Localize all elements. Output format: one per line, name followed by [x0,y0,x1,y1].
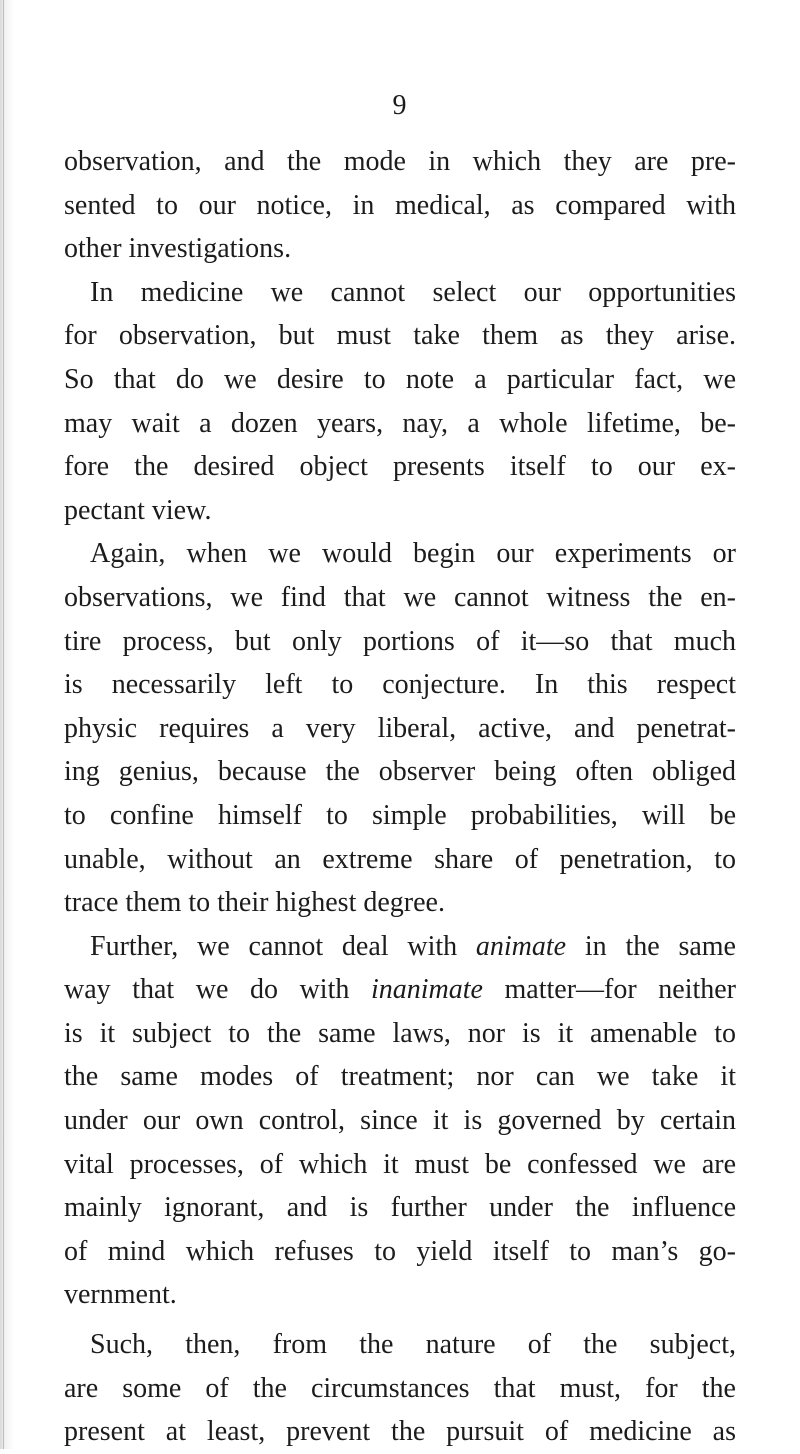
text-line: mainly ignorant, and is further under the influence [64,1192,736,1224]
text-line: physic requires a very liberal, active, and penetrat- [64,712,736,744]
text-line: of mind which refuses to yield itself to man’s go- [64,1235,736,1267]
text-line: the same modes of treatment; nor can we take it [64,1061,736,1093]
text-line: vernment. [64,1279,177,1311]
italic-term: inanimate [370,974,483,1006]
text-line: sented to our notice, in medical, as compared with [64,189,736,221]
italic-term: animate [475,930,567,962]
paragraph [64,271,736,533]
text-line: observations, we find that we cannot witness the en- [64,581,736,613]
text-fragment: matter—for neither [482,974,737,1006]
paragraph [64,925,736,1317]
text-line: is it subject to the same laws, nor is it amenable to [64,1017,736,1049]
text-fragment: in the same [566,930,736,962]
paragraph [64,1323,736,1454]
page-body [64,140,736,1454]
text-line: under our own control, since it is governed by certain [64,1105,736,1137]
paragraph [64,532,736,924]
text-line: Again, when we would begin our experiments or [90,538,736,570]
text-line: for observation, but must take them as they arise. [64,320,736,352]
text-line: unable, without an extreme share of penetration, to [64,843,736,875]
page-number: 9 [392,90,408,121]
text-line: pectant view. [64,494,212,526]
text-line: trace them to their highest degree. [64,887,445,919]
text-line: In medicine we cannot select our opportunities [90,276,736,308]
text-line: Such, then, from the nature of the subject, [90,1329,736,1361]
text-line: present at least, prevent the pursuit of medicine as [64,1416,736,1448]
text-line: tire process, but only portions of it—so that much [64,625,736,657]
paragraph [64,140,736,271]
text-line: other investigations. [64,233,292,265]
text-line: So that do we desire to note a particular fact, we [64,363,736,395]
text-line: fore the desired object presents itself to our ex- [64,451,736,483]
text-fragment: Further, we cannot deal with [90,930,476,962]
text-line [64,925,736,969]
text-line [64,968,736,1012]
text-fragment: way that we do with [64,974,371,1006]
text-line: to confine himself to simple probabilities, will be [64,799,736,831]
text-line: may wait a dozen years, nay, a whole lifetime, be- [64,407,736,439]
text-line: vital processes, of which it must be confessed we are [64,1148,736,1180]
text-line: are some of the circumstances that must, for the [64,1372,736,1404]
text-line: ing genius, because the observer being often obliged [64,756,736,788]
text-line: observation, and the mode in which they are pre- [64,146,736,177]
text-line: is necessarily left to conjecture. In this respect [64,669,736,701]
gutter-edge-line [3,0,4,1449]
